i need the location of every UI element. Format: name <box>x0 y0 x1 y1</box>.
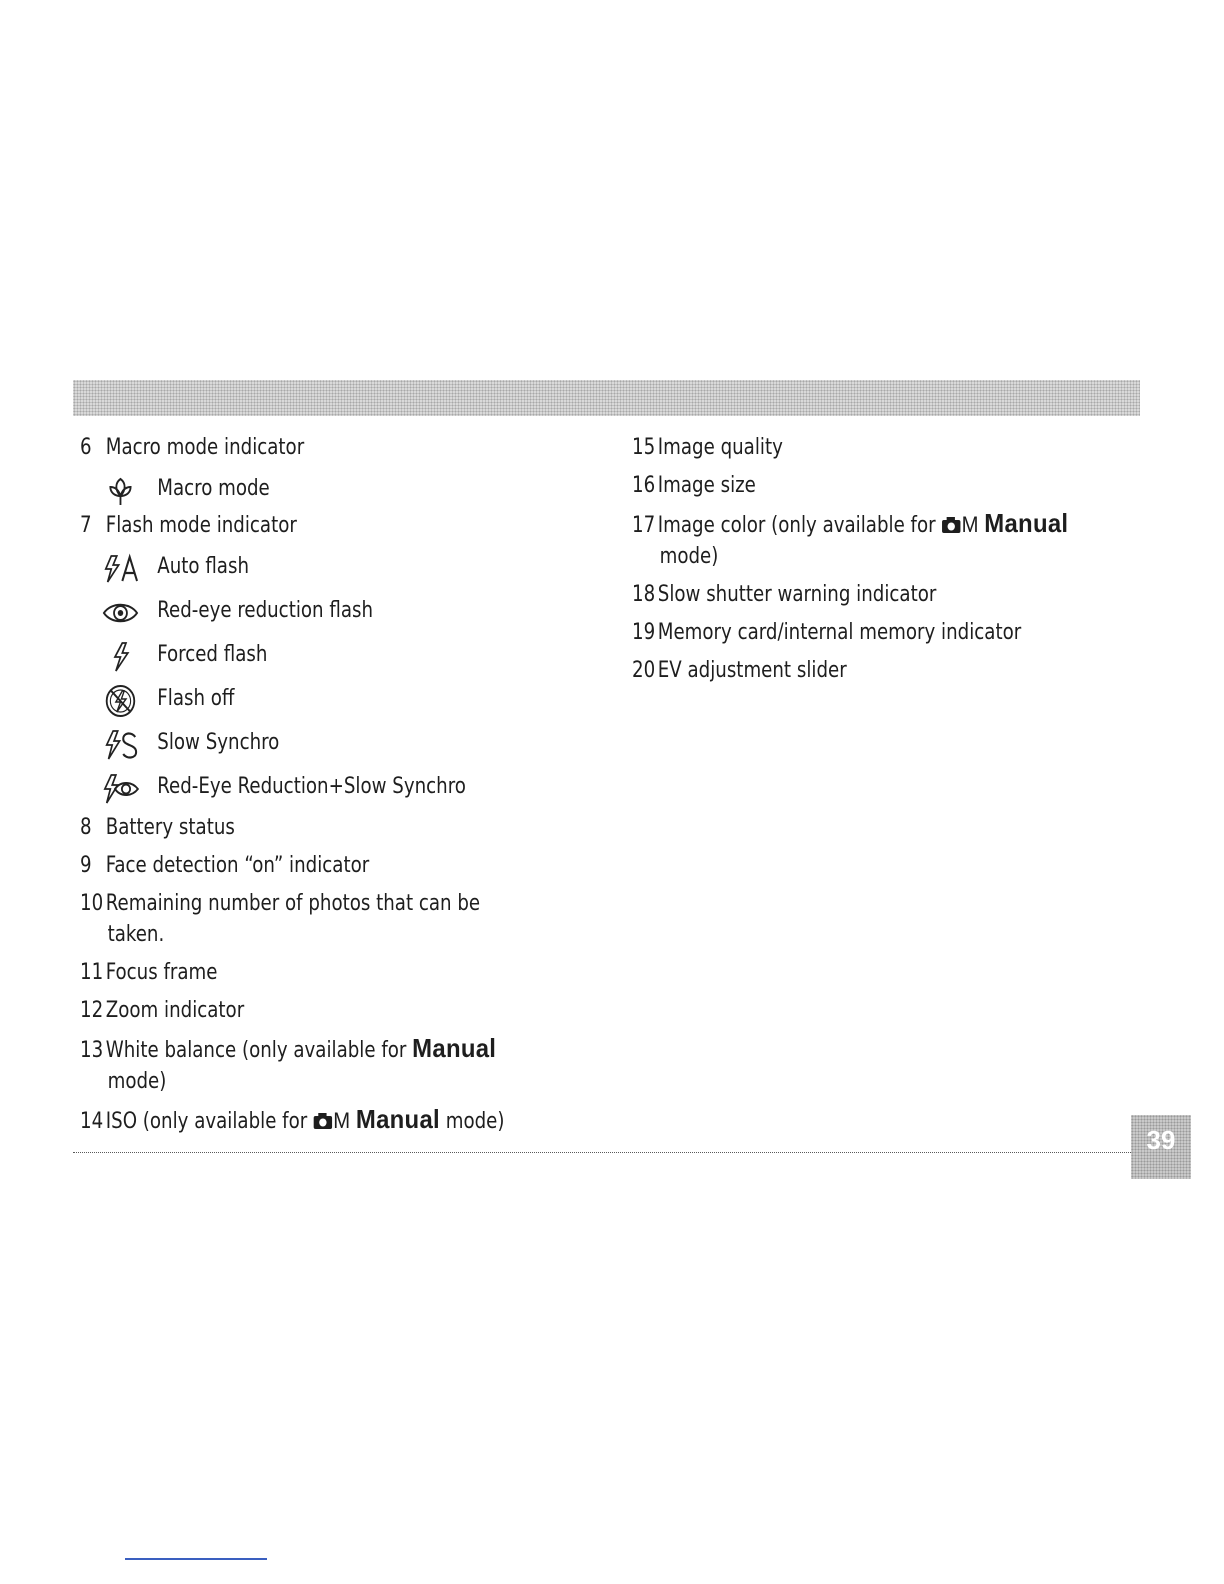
manual-mode-label: Manual <box>355 1104 440 1134</box>
list-item-8 <box>80 812 522 843</box>
list-item-16 <box>632 470 1092 501</box>
red-eye-slow-synchro-icon <box>102 772 139 806</box>
sub-item-auto-flash <box>80 548 522 592</box>
item-number: 8 <box>80 815 92 840</box>
camera-mode-icon <box>313 1112 333 1130</box>
item-number: 12 <box>80 998 104 1023</box>
item-text: ISO (only available for <box>105 1109 313 1134</box>
page-number: 39 <box>1146 1125 1176 1155</box>
sub-item-label: Flash off <box>157 686 235 711</box>
item-number: 15 <box>632 435 656 460</box>
footer-divider <box>73 1152 1131 1153</box>
item-text: Flash mode indicator <box>105 513 297 538</box>
mode-letter: M <box>961 512 979 537</box>
item-number: 6 <box>80 435 92 460</box>
list-item-15 <box>632 432 1092 463</box>
item-text-continued: mode) <box>107 1069 167 1094</box>
list-item-7 <box>80 510 522 541</box>
item-number: 13 <box>80 1038 104 1063</box>
item-text: Macro mode indicator <box>105 435 305 460</box>
sub-item-label: Forced flash <box>157 642 268 667</box>
item-text: Zoom indicator <box>105 998 245 1023</box>
list-item-11 <box>80 957 522 988</box>
list-item-17 <box>632 508 1092 572</box>
macro-icon <box>102 474 139 508</box>
sub-item-forced-flash <box>80 636 522 680</box>
flash-off-icon <box>102 684 139 718</box>
list-item-12 <box>80 995 522 1026</box>
manual-mode-label: Manual <box>412 1033 497 1063</box>
item-number: 17 <box>632 513 656 538</box>
item-number: 19 <box>632 620 656 645</box>
item-number: 10 <box>80 891 104 916</box>
item-text-tail: mode) <box>439 1109 505 1134</box>
item-number: 18 <box>632 582 656 607</box>
item-number: 11 <box>80 960 104 985</box>
red-eye-flash-icon <box>102 596 139 630</box>
sub-item-red-eye-slow-synchro <box>80 768 522 812</box>
item-number: 9 <box>80 853 92 878</box>
list-item-20 <box>632 655 1092 686</box>
sub-item-flash-off <box>80 680 522 724</box>
sub-item-label: Red-Eye Reduction+Slow Synchro <box>157 774 466 799</box>
mode-letter: M <box>333 1108 351 1133</box>
sub-item-label: Red-eye reduction flash <box>157 598 374 623</box>
item-number: 20 <box>632 658 656 683</box>
sub-item-label: Macro mode <box>157 476 270 501</box>
sub-item-red-eye-flash <box>80 592 522 636</box>
item-text: Remaining number of photos that can be <box>105 891 481 916</box>
manual-mode-label: Manual <box>984 508 1069 538</box>
list-item-13 <box>80 1033 522 1097</box>
item-text-continued: mode) <box>659 544 719 569</box>
list-item-19 <box>632 617 1092 648</box>
item-text-continued: taken. <box>107 922 165 947</box>
slow-synchro-icon <box>102 728 139 762</box>
item-number: 7 <box>80 513 92 538</box>
left-column <box>80 432 560 1144</box>
sub-item-slow-synchro <box>80 724 522 768</box>
sub-item-label: Slow Synchro <box>157 730 280 755</box>
item-text: Image color (only available for <box>657 513 942 538</box>
item-text: White balance (only available for <box>105 1038 413 1063</box>
list-item-6 <box>80 432 522 463</box>
page-number-box <box>1131 1115 1191 1179</box>
camera-mode-icon <box>941 516 961 534</box>
list-item-10 <box>80 888 522 950</box>
item-number: 14 <box>80 1109 104 1134</box>
item-text: Battery status <box>105 815 235 840</box>
item-text: Focus frame <box>105 960 218 985</box>
forced-flash-icon <box>102 640 139 674</box>
sub-item-label: Auto flash <box>157 554 249 579</box>
list-item-9 <box>80 850 522 881</box>
item-text: Slow shutter warning indicator <box>657 582 937 607</box>
bottom-rule-decoration <box>125 1558 267 1560</box>
item-text: Memory card/internal memory indicator <box>657 620 1022 645</box>
section-header-band <box>73 380 1140 416</box>
right-column <box>632 432 1132 693</box>
list-item-18 <box>632 579 1092 610</box>
sub-item-macro-mode <box>80 470 522 510</box>
auto-flash-icon <box>102 552 139 586</box>
item-text: Face detection “on” indicator <box>105 853 370 878</box>
item-text: Image quality <box>657 435 783 460</box>
item-text: EV adjustment slider <box>657 658 847 683</box>
item-text: Image size <box>657 473 756 498</box>
list-item-14 <box>80 1104 522 1137</box>
item-number: 16 <box>632 473 656 498</box>
